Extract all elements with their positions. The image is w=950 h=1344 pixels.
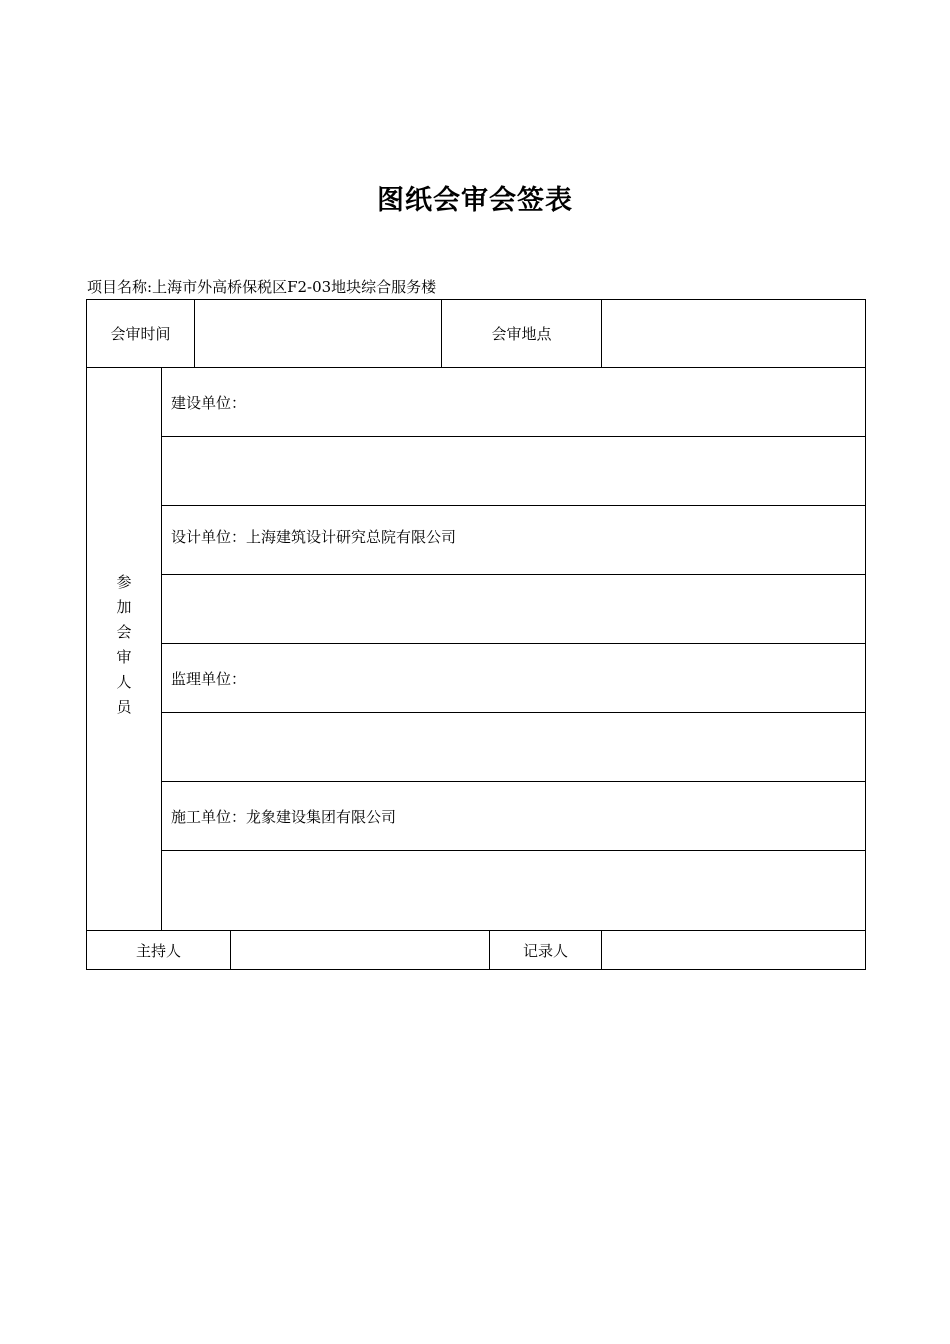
participant-signature-row[interactable]: [162, 851, 865, 930]
participant-signature-row[interactable]: [162, 437, 865, 505]
row-divider: [87, 367, 865, 368]
row-divider: [161, 505, 865, 506]
sign-off-table: [86, 299, 866, 970]
participant-row-contractor-unit: 施工单位：龙象建设集团有限公司: [171, 808, 397, 826]
page-title: 图纸会审会签表: [377, 185, 573, 216]
project-name-label: 项目名称:: [87, 278, 153, 296]
meeting-time-label: 会审时间: [110, 325, 171, 343]
host-field[interactable]: [231, 931, 489, 969]
meeting-place-field[interactable]: [602, 300, 865, 367]
meeting-place-label: 会审地点: [491, 325, 552, 343]
participant-row-construction-unit: 建设单位：: [171, 394, 247, 412]
participant-row-design-unit: 设计单位：上海建筑设计研究总院有限公司: [171, 528, 457, 546]
host-label: 主持人: [135, 941, 181, 960]
participant-row-supervision-unit: 监理单位：: [171, 670, 247, 688]
row-divider: [161, 781, 865, 782]
participants-label: 参加会审人员: [114, 574, 133, 724]
participants-label-cell: [87, 368, 161, 930]
project-name-value: 上海市外高桥保税区F2-03地块综合服务楼: [152, 278, 437, 296]
project-name-line: [87, 276, 436, 297]
meeting-time-field[interactable]: [195, 300, 441, 367]
recorder-field[interactable]: [602, 931, 865, 969]
participant-signature-row[interactable]: [162, 575, 865, 643]
row-divider: [161, 643, 865, 644]
recorder-label: 记录人: [522, 941, 568, 960]
participant-signature-row[interactable]: [162, 713, 865, 781]
